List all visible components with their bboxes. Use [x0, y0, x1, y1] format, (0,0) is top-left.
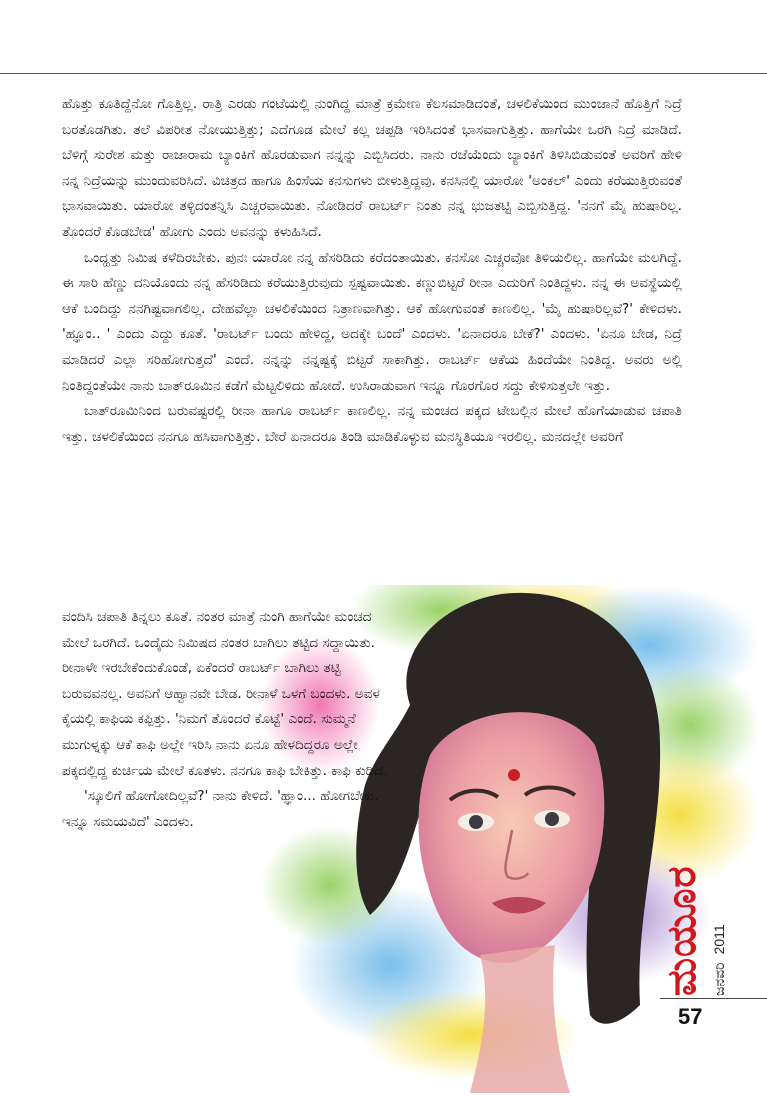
- magazine-masthead: [660, 800, 756, 996]
- top-rule: [0, 73, 767, 74]
- footer-rule: [660, 998, 767, 999]
- issue-date: [708, 800, 730, 996]
- article-paragraph: ವಂದಿಸಿ ಚಪಾತಿ ತಿನ್ನಲು ಕೂತೆ. ನಂತರ ಮಾತ್ರೆ ನುಂಗಿ ಹಾಗೆಯೇ ಮಂಚದ ಮೇಲೆ ಒರಗಿದೆ. ಒಂದೈದು ನಿಮಿಷದ ನಂತರ ಬಾಗಿಲು ತಟ್ಟಿದ ಸದ್ದಾಯಿತು. ರೀನಾಳೇ ಇರಬೇಕೆಂದುಕೊಂಡೆ, ಏಕೆಂದರೆ ರಾಬರ್ಟ್ ಬಾಗಿಲು ತಟ್ಟಿ ಬರುವವನಲ್ಲ. ಅವನಿಗೆ ಆಹ್ವಾನವೇ ಬೇಡ. ರೀನಾಳೆ ಒಳಗೆ ಬಂದಳು. ಅವಳ ಕೈಯಲ್ಲಿ ಕಾಫಿಯ ಕಪ್ಪಿತ್ತು. 'ನಿಮಗೆ ತೊಂದರೆ ಕೊಟ್ಟೆ' ಎಂದೆ. ಸುಮ್ಮನೆ ಮುಗುಳ್ನಕ್ಕು ಆಕೆ ಕಾಫಿ ಅಲ್ಲೇ ಇರಿಸಿ ನಾನು ಏನೂ ಹೇಳದಿದ್ದರೂ ಅಲ್ಲೇ ಪಕ್ಕದಲ್ಲಿದ್ದ ಕುರ್ಚಿಯ ಮೇಲೆ ಕೂತಳು. ನನಗೂ ಕಾಫಿ ಬೇಕಿತ್ತು. ಕಾಫಿ ಕುಡಿದೆ.: [62, 609, 388, 779]
- article-paragraph: ಬಾತ್‌ರೂಮಿನಿಂದ ಬರುವಷ್ಟರಲ್ಲಿ ರೀನಾ ಹಾಗೂ ರಾಬರ್ಟ್ ಕಾಣಲಿಲ್ಲ. ನನ್ನ ಮಂಚದ ಪಕ್ಕದ ಟೇಬಲ್ಲಿನ ಮೇಲೆ ಹೊಗೆಯಾಡುವ ಚಪಾತಿ ಇತ್ತು. ಚಳಲಿಕೆಯಿಂದ ನನಗೂ ಹಸಿವಾಗುತ್ತಿತ್ತು. ಬೇರೆ ಏನಾದರೂ ತಿಂಡಿ ಮಾಡಿಕೊಳ್ಳುವ ಮನಸ್ಥಿತಿಯೂ ಇರಲಿಲ್ಲ. ಮನದಲ್ಲೇ ಅವರಿಗೆ: [62, 403, 682, 445]
- article-body-narrow: [62, 605, 392, 835]
- article-body-wide: [62, 92, 682, 450]
- magazine-logo: ಮಯೂರ: [659, 865, 705, 996]
- issue-year: 2011: [711, 924, 727, 955]
- issue-month: ಜನವರಿ: [711, 962, 727, 996]
- article-paragraph: 'ಸ್ಕೂಲಿಗೆ ಹೋಗೋದಿಲ್ಲವೆ?' ನಾನು ಕೇಳಿದೆ. 'ಹ್ಞಾಂ... ಹೋಗಬೇಕು. ಇನ್ನೂ ಸಮಯವಿದೆ' ಎಂದಳು.: [62, 788, 379, 830]
- page-number: 57: [678, 1004, 703, 1029]
- article-paragraph: ಒಂದ್ಹತ್ತು ನಿಮಿಷ ಕಳೆದಿರಬೇಕು. ಪುನಃ ಯಾರೋ ನನ್ನ ಹೆಸರಿಡಿದು ಕರೆದಂತಾಯಿತು. ಕನಸೋ ಎಚ್ಚರವೋ ತಿಳಿಯಲಿಲ್ಲ. ಹಾಗೆಯೇ ಮಲಗಿದ್ದೆ. ಈ ಸಾರಿ ಹೆಣ್ಣು ದನಿಯೊಂದು ನನ್ನ ಹೆಸರಿಡಿದು ಕರೆಯುತ್ತಿರುವುದು ಸ್ಪಷ್ಟವಾಯಿತು. ಕಣ್ಣುಬಿಟ್ಟರೆ ರೀನಾ ಎದುರಿಗೆ ನಿಂತಿದ್ದಳು. ನನ್ನ ಈ ಅವಸ್ಥೆಯಲ್ಲಿ ಆಕೆ ಬಂದಿದ್ದು ನನಗಿಷ್ಟವಾಗಲಿಲ್ಲ. ದೇಹವೆಲ್ಲಾ ಚಳಲಿಕೆಯಿಂದ ನಿತ್ರಾಣವಾಗಿತ್ತು. ಆಕೆ ಹೋಗುವಂತೆ ಕಾಣಲಿಲ್ಲ. 'ಮೈ ಹುಷಾರಿಲ್ಲವೆ?' ಕೇಳಿದಳು. 'ಹ್ಞೂಂ.. ' ಎಂದು ಎದ್ದು ಕೂತೆ. 'ರಾಬರ್ಟ್ ಬಂದು ಹೇಳಿದ್ದ, ಅದಕ್ಕೇ ಬಂದೆ' ಎಂದಳು. 'ಏನಾದರೂ ಬೇಕೆ?' ಎಂದಳು. 'ಏನೂ ಬೇಡ, ನಿದ್ರೆ ಮಾಡಿದರೆ ಎಲ್ಲಾ ಸರಿಹೋಗುತ್ತದೆ' ಎಂದೆ. ನನ್ನನ್ನು ನನ್ನಷ್ಟಕ್ಕೆ ಬಿಟ್ಟರೆ ಸಾಕಾಗಿತ್ತು. ರಾಬರ್ಟ್ ಆಕೆಯ ಹಿಂದೆಯೇ ನಿಂತಿದ್ದ. ಅವರು ಅಲ್ಲಿ ನಿಂತಿದ್ದಂತೆಯೇ ನಾನು ಬಾತ್‌ರೂಮಿನ ಕಡೆಗೆ ಮೆಟ್ಟಲಿಳಿದು ಹೋದೆ. ಉಸಿರಾಡುವಾಗ ಇನ್ನೂ ಗೊರಗೊರ ಸದ್ದು ಕೇಳಿಸುತ್ತಲೇ ಇತ್ತು.: [62, 249, 682, 394]
- article-paragraph: ಹೊತ್ತು ಕೂತಿದ್ದೆನೋ ಗೊತ್ತಿಲ್ಲ. ರಾತ್ರಿ ಎರಡು ಗಂಟೆಯಲ್ಲಿ ನುಂಗಿದ್ದ ಮಾತ್ರೆ ಕ್ರಮೇಣ ಕೆಲಸಮಾಡಿದಂತೆ, ಚಳಲಿಕೆಯಿಂದ ಮುಂಜಾನೆ ಹೊತ್ತಿಗೆ ನಿದ್ರೆ ಬರತೊಡಗಿತು. ತಲೆ ವಿಪರೀತ ನೋಯುತ್ತಿತ್ತು; ಎದೆಗೂಡ ಮೇಲೆ ಕಲ್ಲ ಚಪ್ಪಡಿ ಇರಿಸಿದಂತೆ ಭಾಸವಾಗುತ್ತಿತ್ತು. ಹಾಗೆಯೇ ಒರಗಿ ನಿದ್ರೆ ಮಾಡಿದೆ. ಬೆಳಿಗ್ಗೆ ಸುರೇಶ ಮತ್ತು ರಾಜಾರಾಮ ಬ್ಯಾಂಕಿಗೆ ಹೊರಡುವಾಗ ನನ್ನನ್ನು ಎಬ್ಬಿಸಿದರು. ನಾನು ರಜೆಯೆಂದು ಬ್ಯಾಂಕಿಗೆ ತಿಳಿಸಿಬಿಡುವಂತೆ ಅವರಿಗೆ ಹೇಳಿ ನನ್ನ ನಿದ್ರೆಯನ್ನು ಮುಂದುವರಿಸಿದೆ. ವಿಚಿತ್ರದ ಹಾಗೂ ಹಿಂಸೆಯ ಕನಸುಗಳು ಬೀಳುತ್ತಿದ್ದವು. ಕನಸಿನಲ್ಲಿ ಯಾರೋ 'ಅಂಕಲ್' ಎಂದು ಕರೆಯುತ್ತಿರುವಂತೆ ಭಾಸವಾಯಿತು. ಯಾರೋ ತಳ್ಳಿದಂತನ್ನಿಸಿ ಎಚ್ಚರವಾಯಿತು. ನೋಡಿದರೆ ರಾಬರ್ಟ್ ನಿಂತು ನನ್ನ ಭುಜತಟ್ಟಿ ಎಬ್ಬಿಸುತ್ತಿದ್ದ. 'ನನಗೆ ಮೈ ಹುಷಾರಿಲ್ಲ. ತೊಂದರೆ ಕೊಡಬೇಡ' ಹೋಗು ಎಂದು ಅವನನ್ನು ಕಳುಹಿಸಿದೆ.: [62, 96, 682, 240]
